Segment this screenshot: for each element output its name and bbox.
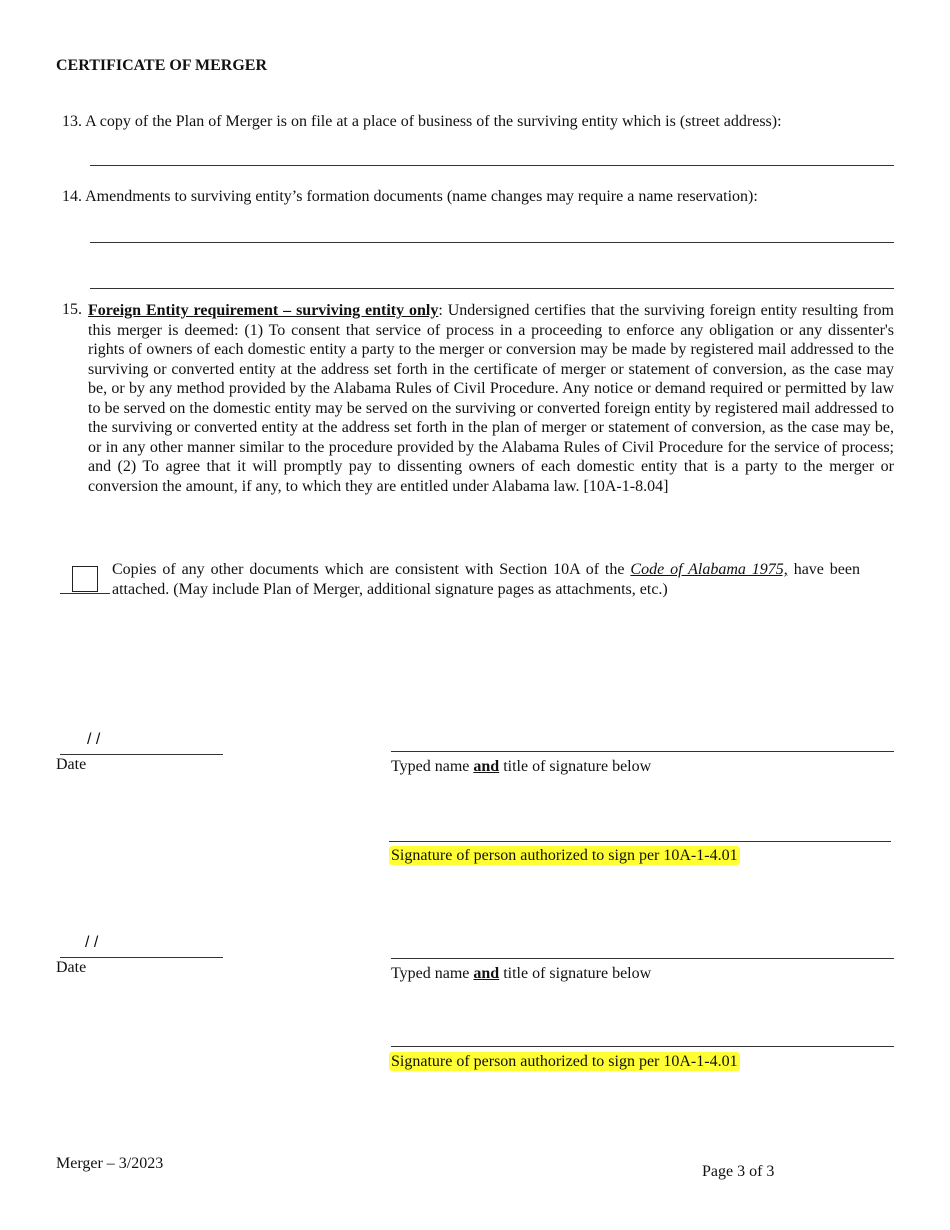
signature-label-1-text: Signature of person authorized to sign per 10A-1-4.01	[391, 847, 738, 864]
item-15-heading: Foreign Entity requirement – surviving entity only	[88, 302, 439, 319]
item-14-amendments-line-2[interactable]	[90, 288, 894, 289]
typed-name-prefix-1: Typed name	[391, 758, 474, 775]
item-14-text: 14. Amendments to surviving entity’s formation documents (name changes may require a name reservation):	[62, 188, 758, 205]
footer-page-number: Page 3 of 3	[702, 1163, 775, 1180]
item-15-number: 15.	[62, 301, 82, 318]
date-label-2: Date	[56, 959, 87, 976]
attachments-text-after: have been attached. (May include Plan of Merger, additional signature pages as attachments, etc.)	[112, 561, 861, 598]
signature-line-2[interactable]	[391, 1046, 894, 1047]
typed-name-and-1: and	[473, 758, 500, 775]
document-title: CERTIFICATE OF MERGER	[56, 57, 268, 74]
date-field-1-slashes: / /	[87, 731, 101, 748]
signature-label-2	[389, 1053, 740, 1071]
signature-label-1	[389, 847, 740, 865]
item-15-paragraph	[88, 301, 894, 496]
attachments-text	[112, 560, 860, 599]
item-13-text: 13. A copy of the Plan of Merger is on file at a place of business of the surviving entity which is (street address):	[62, 113, 782, 130]
typed-name-label-2	[391, 965, 651, 983]
date-label-1: Date	[56, 756, 87, 773]
attachments-checkbox[interactable]	[72, 566, 98, 592]
typed-name-prefix-2: Typed name	[391, 965, 474, 982]
attachments-text-before: Copies of any other documents which are consistent with Section 10A of the	[112, 561, 631, 578]
footer-form-version: Merger – 3/2023	[56, 1155, 164, 1172]
item-14-amendments-line-1[interactable]	[90, 242, 894, 243]
typed-name-suffix-1: title of signature below	[499, 758, 652, 775]
typed-name-line-1[interactable]	[391, 751, 894, 752]
typed-name-label-1	[391, 758, 651, 776]
date-field-2-slashes: / /	[85, 934, 99, 951]
date-field-1-line[interactable]	[60, 754, 223, 755]
typed-name-and-2: and	[473, 965, 500, 982]
code-of-alabama-ref: Code of Alabama 1975,	[630, 561, 788, 578]
checkbox-underline	[60, 593, 110, 594]
signature-line-1[interactable]	[389, 841, 891, 842]
date-field-2-line[interactable]	[60, 957, 223, 958]
item-13-address-line[interactable]	[90, 165, 894, 166]
typed-name-line-2[interactable]	[391, 958, 894, 959]
signature-label-2-text: Signature of person authorized to sign per 10A-1-4.01	[391, 1053, 738, 1070]
typed-name-suffix-2: title of signature below	[499, 965, 652, 982]
item-15-body: : Undersigned certifies that the surviving foreign entity resulting from this merger is deemed: (1) To consent that service of process in a proceeding to enforce any obligation or any dissenter's rights of owners of each domestic entity a party to the merger or conversion may be made by registered mail addressed to the surviving or converted entity at the address set forth in the certificate of merger or statement of conversion, as the case may be, or by any method provided by the Alabama Rules of Civil Procedure. Any notice or demand required or permitted by law to be served on the domestic entity may be served on the surviving or converted foreign entity by registered mail addressed to the surviving or converted entity at the address set forth in the plan of merger or statement of conversion, as the case may be, or in any other manner similar to the procedure provided by the Alabama Rules of Civil Procedure for the service of process; and (2) To agree that it will promptly pay to dissenting owners of each domestic entity that is a party to the merger or conversion the amount, if any, to which they are entitled under Alabama law. [10A-1-8.04]	[88, 302, 894, 495]
